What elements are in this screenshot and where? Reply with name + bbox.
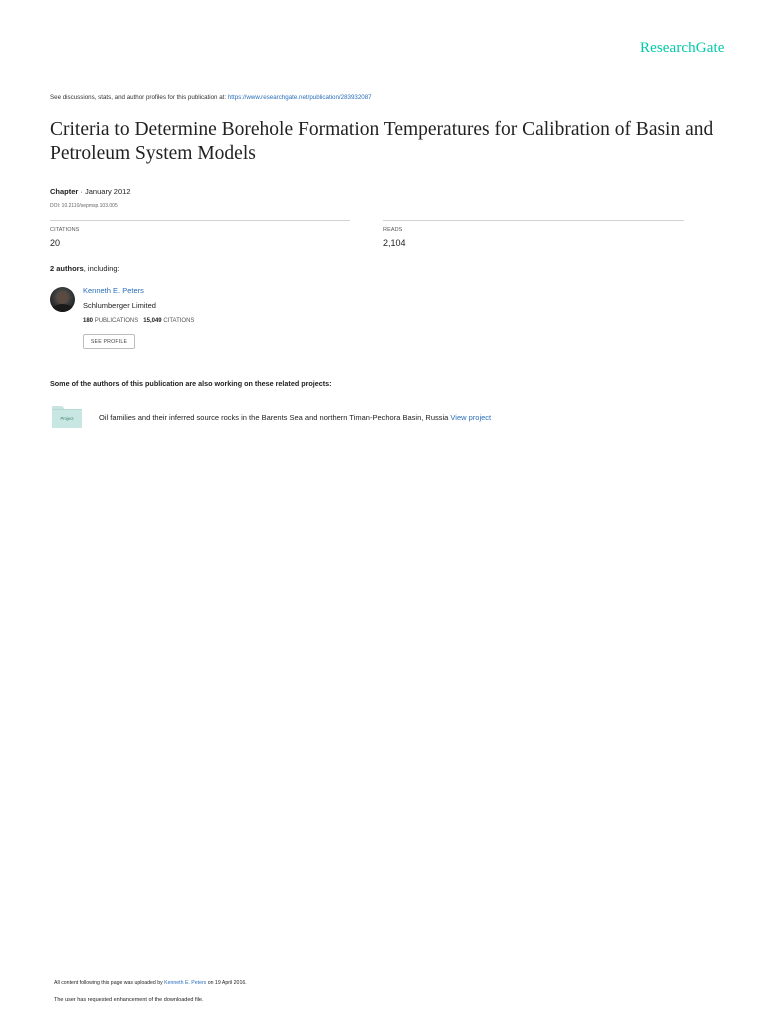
citations-count: 20: [50, 238, 61, 248]
project-folder-icon: [52, 406, 82, 428]
upload-date: on 19 April 2016.: [206, 980, 247, 986]
authors-including: , including:: [83, 264, 120, 273]
researchgate-logo[interactable]: ResearchGate: [640, 40, 725, 56]
reads-label: READS: [383, 227, 403, 233]
author-publications-label: PUBLICATIONS: [94, 318, 139, 324]
reads-count: 2,104: [383, 238, 406, 248]
author-publications-count: 180: [83, 318, 94, 324]
avatar-shoulders: [52, 304, 73, 312]
discussion-prefix: See discussions, stats, and author profiles for this publication at:: [50, 94, 228, 101]
project-description: Oil families and their inferred source rocks in the Barents Sea and northern Timan-Pechora Basin, Russia: [99, 413, 451, 422]
project-item: [99, 413, 491, 422]
publication-date: · January 2012: [78, 187, 131, 196]
view-project-link[interactable]: View project: [450, 413, 492, 422]
citations-label: CITATIONS: [50, 227, 80, 233]
authors-summary: [50, 264, 120, 273]
author-citations-count: 15,049: [143, 318, 162, 324]
publication-title: Criteria to Determine Borehole Formation Temperatures for Calibration of Basin and Petroleum System Models: [50, 119, 714, 164]
upload-note: [54, 980, 247, 986]
project-icon-label: Project: [60, 416, 74, 421]
related-projects-heading: Some of the authors of this publication are also working on these related projects:: [50, 379, 332, 388]
authors-count: 2 authors: [50, 264, 84, 273]
see-profile-button[interactable]: SEE PROFILE: [83, 334, 135, 349]
author-stats: [83, 318, 194, 324]
uploader-link[interactable]: Kenneth E. Peters: [164, 980, 207, 986]
publication-doi: DOI: 10.2110/sepmsp.103.005: [50, 203, 118, 209]
enhancement-note: The user has requested enhancement of the downloaded file.: [54, 997, 204, 1003]
publication-meta: [50, 187, 130, 196]
publication-type: Chapter: [50, 187, 79, 196]
author-name-link[interactable]: Kenneth E. Peters: [83, 286, 144, 295]
citations-divider: [50, 220, 350, 221]
publication-url-link[interactable]: https://www.researchgate.net/publication/283932087: [227, 94, 372, 101]
avatar-face: [57, 292, 68, 304]
discussion-line: [50, 94, 372, 101]
author-institution: Schlumberger Limited: [83, 301, 156, 310]
reads-divider: [383, 220, 684, 221]
author-citations-label: CITATIONS: [163, 318, 195, 324]
upload-prefix: All content following this page was uploaded by: [54, 980, 165, 986]
author-avatar[interactable]: [50, 287, 75, 312]
